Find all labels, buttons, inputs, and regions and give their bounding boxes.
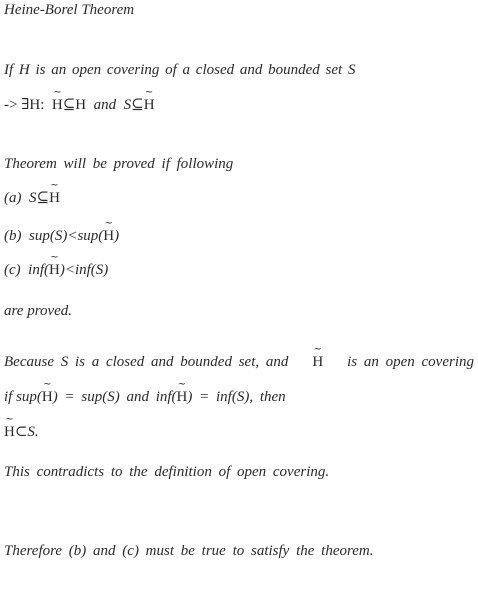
if-h-tilde-2: ∼ H <box>177 387 188 407</box>
because-line <box>4 352 474 372</box>
condition-b-close: ) <box>114 228 120 244</box>
condition-b <box>4 226 119 246</box>
subset-line-h-tilde: ∼ H <box>4 422 15 442</box>
contradiction-line: This contradicts to the definition of open covering. <box>4 464 330 480</box>
h-tilde: ∼ H <box>52 95 63 115</box>
condition-a <box>4 188 60 208</box>
if-part1: if sup( <box>4 389 42 405</box>
implication-arrow: -> <box>4 97 18 113</box>
condition-b-h-tilde: ∼ H <box>103 226 114 246</box>
condition-c-label: (c) <box>4 262 21 278</box>
h-tilde-2: ∼ H <box>144 95 155 115</box>
document-title: Heine-Borel Theorem <box>4 2 135 18</box>
condition-a-subset: ⊆ <box>36 190 50 206</box>
if-part2: ) = sup(S) and inf( <box>52 389 177 405</box>
condition-c-h-tilde: ∼ H <box>49 260 60 280</box>
condition-b-label: (b) <box>4 228 22 244</box>
theorem-implication-line <box>4 95 155 115</box>
if-part3: ) = inf(S), then <box>187 389 286 405</box>
conclusion-line: Therefore (b) and (c) must be true to satisfy the theorem. <box>4 543 374 559</box>
condition-a-h-tilde: ∼ H <box>49 188 60 208</box>
condition-a-label: (a) <box>4 190 22 206</box>
condition-c-rhs: )<inf(S) <box>59 262 109 278</box>
because-part2: is an open covering <box>347 354 474 370</box>
condition-b-lhs: sup(S)<sup( <box>29 228 104 244</box>
s-symbol: S <box>123 97 132 113</box>
and-word: and <box>93 97 117 113</box>
if-line <box>4 387 286 407</box>
because-part1: Because S is a closed and bounded set, and <box>4 354 289 370</box>
subset-symbol-2: ⊆ <box>131 97 144 113</box>
subset-line <box>4 422 39 442</box>
subset-line-rest: ⊂S. <box>14 424 39 440</box>
condition-a-s: S <box>29 190 37 206</box>
theorem-statement-line: If H is an open covering of a closed and bounded set S <box>4 62 356 78</box>
if-h-tilde-1: ∼ H <box>42 387 53 407</box>
because-h-tilde: ∼ H <box>312 352 323 372</box>
conditions-intro: Theorem will be proved if following <box>4 156 234 172</box>
subset-symbol: ⊆ <box>62 97 76 113</box>
condition-c-lhs: inf( <box>28 262 49 278</box>
h-symbol: H <box>75 97 87 113</box>
exists-symbol: ∃H: <box>21 97 45 113</box>
condition-c <box>4 260 108 280</box>
proved-line: are proved. <box>4 303 73 319</box>
